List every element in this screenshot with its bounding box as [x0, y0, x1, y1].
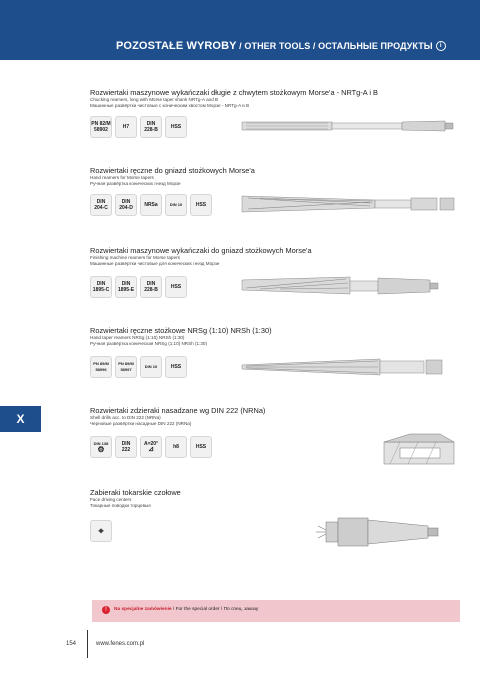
- spec-badge: HSS: [190, 194, 212, 216]
- info-icon: !: [102, 606, 110, 614]
- notice-text: Na specjalne zamówienie / For the special order / По спец. заказу: [114, 607, 259, 612]
- spec-badges: [90, 520, 112, 542]
- spec-badges: [90, 436, 212, 458]
- section-title: Rozwiertaki maszynowe wykańczaki do gniazd stożkowych Morse'a: [90, 246, 312, 255]
- face-driver-icon: ⌖: [98, 526, 104, 536]
- section-title: Rozwiertaki ręczne stożkowe NRSg (1:10) NRSh (1:30): [90, 326, 272, 335]
- section-subtitle-en: Face driving centers: [90, 497, 132, 502]
- angle-icon: ⊿: [148, 446, 154, 453]
- spec-badge: H7: [115, 116, 137, 138]
- info-icon: i: [436, 41, 446, 51]
- title-rest: / OTHER TOOLS / ОСТАЛЬНЫЕ ПРОДУКТЫ: [236, 41, 433, 51]
- face-driver-image: [310, 504, 460, 560]
- section-subtitle-ru: Ручная развёртка конических гнезд Морзе: [90, 181, 181, 186]
- spec-badge: NRSa: [140, 194, 162, 216]
- product-section-1: [90, 88, 460, 133]
- section-subtitle-ru: Черновые развёртки насадные DIN 222 (NRNa): [90, 421, 192, 426]
- spec-badge: HSS: [165, 356, 187, 378]
- product-section-6: [90, 488, 460, 536]
- product-section-2: [90, 166, 460, 211]
- section-title: Rozwiertaki zdzieraki nasadzane wg DIN 222 (NRNa): [90, 406, 266, 415]
- spec-badge: HSS: [165, 116, 187, 138]
- spec-badge: h8: [165, 436, 187, 458]
- website-link[interactable]: www.fenes.com.pl: [96, 641, 145, 647]
- hand-reamer-image: [240, 192, 460, 222]
- spec-badges: [90, 356, 187, 378]
- spec-badge: DIN 228-B: [140, 116, 162, 138]
- header-bar: [0, 0, 480, 60]
- spec-badges: [90, 276, 187, 298]
- spec-badge: DIN 1895-E: [115, 276, 137, 298]
- product-section-5: [90, 406, 460, 454]
- section-subtitle-en: Shell drills acc. to DIN 222 (NRNa): [90, 415, 161, 420]
- section-subtitle-en: Hand taper reamers NRSg (1:10) NRSh (1:30): [90, 335, 185, 340]
- taper-reamer-image: [240, 354, 460, 382]
- section-subtitle-ru: Токарные поводки торцевые: [90, 503, 151, 508]
- spec-badges: [90, 194, 212, 216]
- spec-badge: DIN 228-B: [140, 276, 162, 298]
- machine-reamer-image: [240, 272, 460, 302]
- section-subtitle-en: Finishing machine reamers for Morse tapers: [90, 255, 180, 260]
- spec-badge: DIN 138 ⚙: [90, 436, 112, 458]
- spec-badge: DIN 204-D: [115, 194, 137, 216]
- spec-badge: PN 89/M 58997: [115, 356, 137, 378]
- product-section-3: [90, 246, 460, 293]
- spec-badge: PN 82/M 58902: [90, 116, 112, 138]
- footer-divider: [87, 630, 88, 658]
- product-section-4: [90, 326, 460, 372]
- section-subtitle-ru: Машинные развёртки чистовые с коническим хвостом Морзе - NRTg-A и B: [90, 103, 250, 108]
- shell-drill-image: [380, 424, 460, 476]
- section-title: Rozwiertaki ręczne do gniazd stożkowych Morse'a: [90, 166, 255, 175]
- spec-badge: A=20° ⊿: [140, 436, 162, 458]
- section-title: Zabieraki tokarskie czołowe: [90, 488, 181, 497]
- section-subtitle-ru: Машинные развёртки чистовые для конических гнезд Морзе: [90, 261, 220, 266]
- title-main: POZOSTAŁE WYROBY: [116, 40, 237, 52]
- spec-badge: DIN 1895-C: [90, 276, 112, 298]
- long-reamer-image: [240, 116, 460, 136]
- page-title: [116, 40, 446, 52]
- spec-badge: HSS: [165, 276, 187, 298]
- page-number: 154: [66, 641, 77, 647]
- section-subtitle-en: Hand reamers for Morse tapers: [90, 175, 154, 180]
- spec-badge: DIN 204-C: [90, 194, 112, 216]
- spec-badge: DIN 10: [165, 194, 187, 216]
- section-title: Rozwiertaki maszynowe wykańczaki długie z chwytem stożkowym Morse'a - NRTg-A i B: [90, 88, 378, 97]
- special-order-notice: [92, 600, 460, 622]
- gear-icon: ⚙: [97, 445, 105, 454]
- spec-badge: HSS: [190, 436, 212, 458]
- section-tab-x[interactable]: X: [0, 406, 41, 432]
- spec-badge: [90, 520, 112, 542]
- spec-badges: [90, 116, 187, 138]
- section-subtitle-en: Chucking reamers, long with Morse taper shank NRTg-A and B: [90, 97, 219, 102]
- section-subtitle-ru: Ручная развёртка коническая NRSg (1:10) NRSh (1:30): [90, 341, 207, 346]
- spec-badge: PN 89/M 58996: [90, 356, 112, 378]
- spec-badge: DIN 10: [140, 356, 162, 378]
- spec-badge: DIN 222: [115, 436, 137, 458]
